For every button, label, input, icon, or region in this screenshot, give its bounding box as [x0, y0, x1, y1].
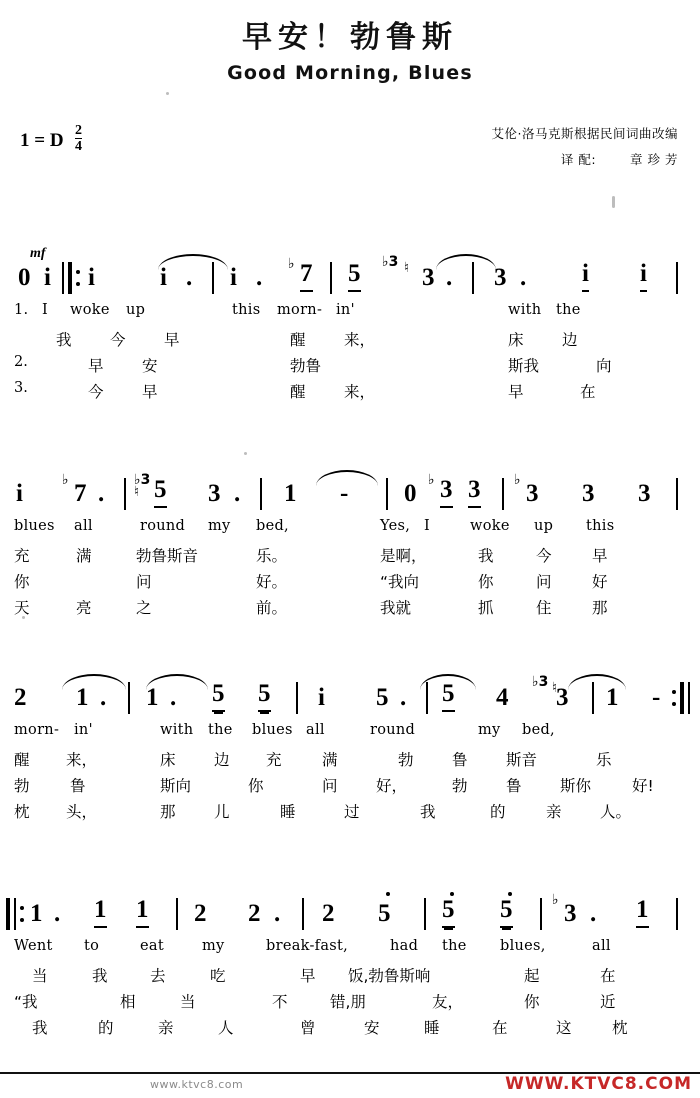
- lyric-line-chinese-1: [0, 748, 700, 770]
- lyric-word: 那: [160, 803, 176, 821]
- time-signature-numerator: 2: [75, 123, 82, 138]
- lyric-word: with: [160, 722, 194, 738]
- dot-duration: .: [520, 264, 527, 291]
- note: 5: [212, 680, 225, 712]
- lyric-line-chinese-3: [0, 380, 700, 402]
- lyric-word: 过: [344, 803, 360, 821]
- credit-composer: 艾伦·洛马克斯根据民间词曲改编: [491, 126, 678, 141]
- lyric-word: 亲: [546, 803, 562, 821]
- note: 5: [378, 900, 391, 927]
- lyric-line-chinese-1: [0, 964, 700, 986]
- lyric-word: my: [478, 722, 501, 738]
- barline: [424, 898, 426, 930]
- lyric-word: 斯你: [560, 777, 592, 795]
- lyric-line-english: [0, 938, 700, 958]
- dot-duration: .: [98, 480, 105, 507]
- barline: [14, 898, 16, 930]
- lyric-word: 充: [266, 751, 282, 769]
- natural-accidental: ♮: [552, 680, 558, 696]
- lyric-word: had: [390, 938, 419, 954]
- flat-accidental: ♭: [552, 892, 559, 908]
- slur: [62, 674, 126, 690]
- lyric-word: 你: [248, 777, 264, 795]
- lyric-word: 亲: [158, 1019, 174, 1037]
- speck: [166, 92, 169, 95]
- lyric-word: this: [586, 518, 615, 534]
- lyric-word: 床: [508, 331, 524, 349]
- dot-duration: .: [170, 684, 177, 711]
- verse-number: 3.: [14, 380, 28, 396]
- lyric-word: 枕: [14, 803, 30, 821]
- lyric-word: the: [556, 302, 581, 318]
- repeat-dot: [672, 690, 676, 694]
- lyric-word: 早: [300, 967, 316, 985]
- watermark-left: www.ktvc8.com: [150, 1078, 244, 1091]
- lyric-word: 睡: [280, 803, 296, 821]
- lyric-line-chinese-2: [0, 354, 700, 376]
- note: 1: [146, 684, 159, 711]
- lyric-word: up: [534, 518, 554, 534]
- barline: [676, 262, 678, 294]
- lyric-word: 早: [592, 547, 608, 565]
- barline: [426, 682, 428, 714]
- lyric-word: morn-: [277, 302, 323, 318]
- lyric-word: 我: [56, 331, 72, 349]
- note: 3: [468, 476, 481, 508]
- note: 1: [636, 896, 649, 928]
- repeat-dot: [76, 270, 80, 274]
- dot-duration: .: [256, 264, 263, 291]
- note: 3: [638, 480, 651, 507]
- time-signature-denominator: 4: [75, 139, 82, 154]
- note: 5: [154, 476, 167, 508]
- lyric-word: in': [336, 302, 355, 318]
- lyric-word: 在: [600, 967, 616, 985]
- barline: [260, 478, 262, 510]
- lyric-word: 安: [142, 357, 158, 375]
- lyric-word: blues: [252, 722, 293, 738]
- lyric-word: 来，: [66, 751, 98, 769]
- barline: [330, 262, 332, 294]
- lyric-word: 满: [76, 547, 92, 565]
- note: i: [318, 684, 325, 711]
- note: 2: [194, 900, 207, 927]
- repeat-dot: [76, 282, 80, 286]
- note: i: [44, 264, 51, 291]
- note: 1: [76, 684, 89, 711]
- dot-duration: .: [446, 264, 453, 291]
- credit-translator-label: 译 配:: [560, 152, 597, 167]
- barline-thick: [6, 898, 10, 930]
- note: 1: [606, 684, 619, 711]
- lyric-word: this: [232, 302, 261, 318]
- note: 3: [440, 476, 453, 508]
- lyric-word: 之: [136, 599, 152, 617]
- lyric-word: 问: [536, 573, 552, 591]
- note: 3: [208, 480, 221, 507]
- dot-duration: .: [274, 900, 281, 927]
- lyric-word: 好!: [632, 777, 654, 795]
- lyric-word: “我向: [380, 573, 420, 591]
- lyric-word: “我: [14, 993, 38, 1011]
- lyric-word: 好。: [256, 573, 288, 591]
- note: 2: [322, 900, 335, 927]
- lyric-word: 向: [596, 357, 612, 375]
- lyric-word: with: [508, 302, 542, 318]
- lyric-word: 的: [98, 1019, 114, 1037]
- lyric-word: 边: [562, 331, 578, 349]
- lyric-word: 我: [478, 547, 494, 565]
- barline: [502, 478, 504, 510]
- lyric-word: 满: [322, 751, 338, 769]
- note: 0: [404, 480, 417, 507]
- lyric-word: 来，: [344, 331, 376, 349]
- note: 3: [556, 684, 569, 711]
- note-sustain: -: [652, 684, 661, 711]
- barline: [212, 262, 214, 294]
- lyric-word: 近: [600, 993, 616, 1011]
- lyric-word: all: [306, 722, 325, 738]
- lyric-word: 吃: [210, 967, 226, 985]
- lyric-word: 友，: [432, 993, 464, 1011]
- dynamic-marking: mf: [30, 246, 46, 261]
- barline: [62, 262, 64, 294]
- lyric-word: all: [74, 518, 93, 534]
- lyric-word: my: [208, 518, 231, 534]
- barline: [128, 682, 130, 714]
- note: 1: [30, 900, 43, 927]
- lyric-line-english: [0, 722, 700, 742]
- note: 2: [14, 684, 27, 711]
- lyric-word: eat: [140, 938, 164, 954]
- slur: [158, 254, 228, 270]
- flat-accidental: ♭: [62, 472, 69, 488]
- note: 5: [442, 680, 455, 712]
- lyric-word: 亮: [76, 599, 92, 617]
- lyric-word: 1.: [14, 302, 29, 318]
- note: i: [640, 260, 647, 292]
- lyric-word: blues: [14, 518, 55, 534]
- note: i: [582, 260, 589, 292]
- lyric-word: round: [140, 518, 186, 534]
- notation-row-4: [0, 888, 700, 936]
- barline: [676, 478, 678, 510]
- lyric-word: all: [592, 938, 611, 954]
- note: 3: [494, 264, 507, 291]
- lyric-word: 我就: [380, 599, 412, 617]
- lyric-word: 当: [180, 993, 196, 1011]
- barline: [676, 898, 678, 930]
- lyric-word: 人。: [600, 803, 632, 821]
- lyric-word: 错,朋: [330, 993, 366, 1011]
- lyric-word: 斯我: [508, 357, 540, 375]
- time-signature: [75, 124, 82, 154]
- lyric-word: woke: [470, 518, 510, 534]
- natural-accidental: ♮: [404, 260, 410, 276]
- dot-duration: .: [186, 264, 193, 291]
- lyric-word: 好: [592, 573, 608, 591]
- watermark-right: WWW.KTVC8.COM: [505, 1074, 692, 1094]
- lyric-word: 早: [142, 383, 158, 401]
- note: 5: [500, 896, 513, 928]
- notation-row-3: [0, 672, 700, 720]
- flat-accidental: ♭3: [134, 472, 151, 488]
- lyric-word: 斯音: [506, 751, 538, 769]
- lyric-word: 起: [524, 967, 540, 985]
- barline: [176, 898, 178, 930]
- repeat-dot: [672, 702, 676, 706]
- dot-duration: .: [54, 900, 61, 927]
- lyric-word: 那: [592, 599, 608, 617]
- music-system-2: [0, 468, 700, 620]
- lyric-block-3: [0, 720, 700, 824]
- note: 1: [94, 896, 107, 928]
- octave-dot: [450, 892, 454, 896]
- note: 3: [564, 900, 577, 927]
- dot-duration: .: [234, 480, 241, 507]
- lyric-line-chinese-3: [0, 1016, 700, 1038]
- note: 1: [136, 896, 149, 928]
- credit-translator-name: 章 珍 芳: [630, 152, 678, 167]
- note: 3: [422, 264, 435, 291]
- dot-duration: .: [100, 684, 107, 711]
- lyric-word: 勃鲁斯音: [136, 547, 199, 565]
- lyric-word: 不: [272, 993, 288, 1011]
- lyric-word: 的: [490, 803, 506, 821]
- note: i: [88, 264, 95, 291]
- lyric-word: 我: [92, 967, 108, 985]
- lyric-word: round: [370, 722, 416, 738]
- lyric-word: the: [208, 722, 233, 738]
- lyric-word: 我: [420, 803, 436, 821]
- lyric-word: 鲁: [506, 777, 522, 795]
- barline-thick: [68, 262, 72, 294]
- lyric-word: 问: [136, 573, 152, 591]
- lyric-word: 天: [14, 599, 30, 617]
- lyric-line-english: [0, 302, 700, 322]
- lyric-word: break-fast,: [266, 938, 349, 954]
- note: 7: [300, 260, 313, 292]
- flat-accidental: ♭: [514, 472, 521, 488]
- lyric-word: 住: [536, 599, 552, 617]
- note: i: [230, 264, 237, 291]
- lyric-line-chinese-2: [0, 990, 700, 1012]
- flat-accidental: ♭3: [532, 674, 549, 690]
- lyric-word: 醒: [290, 331, 306, 349]
- note: 2: [248, 900, 261, 927]
- barline: [472, 262, 474, 294]
- music-system-3: [0, 672, 700, 824]
- lyric-word: 这: [556, 1019, 572, 1037]
- lyric-word: bed,: [522, 722, 555, 738]
- lyric-word: 醒: [14, 751, 30, 769]
- note: 4: [496, 684, 509, 711]
- flat-accidental: ♭: [288, 256, 295, 272]
- lyric-word: 来，: [344, 383, 376, 401]
- barline: [124, 478, 126, 510]
- lyric-word: 早: [164, 331, 180, 349]
- lyric-word: 人: [218, 1019, 234, 1037]
- note: 3: [526, 480, 539, 507]
- note: 5: [348, 260, 361, 292]
- lyric-line-chinese-1: [0, 328, 700, 350]
- lyric-block-1: [0, 300, 700, 404]
- lyric-word: bed,: [256, 518, 289, 534]
- lyric-word: to: [84, 938, 100, 954]
- lyric-word: 今: [536, 547, 552, 565]
- page-subtitle: Good Morning, Blues: [227, 62, 473, 84]
- credit-translator: [561, 150, 678, 168]
- lyric-word: 睡: [424, 1019, 440, 1037]
- lyric-word: 饭,勃鲁斯响: [348, 967, 431, 985]
- lyric-block-2: [0, 516, 700, 620]
- note-sustain: -: [340, 480, 349, 507]
- lyric-word: 问: [322, 777, 338, 795]
- lyric-word: woke: [70, 302, 110, 318]
- lyric-word: 在: [492, 1019, 508, 1037]
- lyric-word: 你: [14, 573, 30, 591]
- lyric-word: 今: [110, 331, 126, 349]
- music-system-4: [0, 888, 700, 1040]
- note: 7: [74, 480, 87, 507]
- lyric-word: 相: [120, 993, 136, 1011]
- octave-dot: [386, 892, 390, 896]
- natural-accidental: ♮: [134, 484, 140, 500]
- lyric-word: 去: [150, 967, 166, 985]
- lyric-word: 前。: [256, 599, 288, 617]
- lyric-word: 乐: [596, 751, 612, 769]
- lyric-word: 安: [364, 1019, 380, 1037]
- lyric-word: 曾: [300, 1019, 316, 1037]
- lyric-word: 今: [88, 383, 104, 401]
- speck: [244, 452, 247, 455]
- lyric-word: 勃: [398, 751, 414, 769]
- notation-row-1: [0, 246, 700, 300]
- barline: [688, 682, 690, 714]
- lyric-word: Went: [14, 938, 53, 954]
- barline: [386, 478, 388, 510]
- barline: [296, 682, 298, 714]
- verse-number: 2.: [14, 354, 28, 370]
- key-signature: 1 = D: [20, 130, 64, 151]
- barline: [592, 682, 594, 714]
- repeat-dot: [20, 906, 24, 910]
- note: 3: [582, 480, 595, 507]
- lyric-word: 枕: [612, 1019, 628, 1037]
- note: 5: [258, 680, 271, 712]
- lyric-line-english: [0, 518, 700, 538]
- lyric-word: 早: [88, 357, 104, 375]
- slur: [436, 254, 496, 270]
- lyric-word: 儿: [214, 803, 230, 821]
- dot-duration: .: [400, 684, 407, 711]
- note: 5: [376, 684, 389, 711]
- lyric-line-chinese-3: [0, 800, 700, 822]
- lyric-word: 边: [214, 751, 230, 769]
- lyric-word: the: [442, 938, 467, 954]
- barline-thick: [680, 682, 684, 714]
- lyric-word: 乐。: [256, 547, 288, 565]
- music-system-1: [0, 246, 700, 404]
- lyric-word: 是啊，: [380, 547, 427, 565]
- lyric-line-chinese-2: [0, 570, 700, 592]
- speck: [612, 196, 615, 208]
- lyric-word: 勃: [452, 777, 468, 795]
- lyric-word: 抓: [478, 599, 494, 617]
- lyric-word: 醒: [290, 383, 306, 401]
- flat-accidental: ♭3: [382, 254, 399, 270]
- lyric-word: blues,: [500, 938, 546, 954]
- repeat-dot: [20, 918, 24, 922]
- lyric-word: 好，: [376, 777, 408, 795]
- barline: [540, 898, 542, 930]
- lyric-line-chinese-2: [0, 774, 700, 796]
- lyric-word: 你: [478, 573, 494, 591]
- lyric-word: in': [74, 722, 93, 738]
- lyric-word: morn-: [14, 722, 60, 738]
- lyric-line-chinese-1: [0, 544, 700, 566]
- note: 1: [284, 480, 297, 507]
- lyric-word: 当: [32, 967, 48, 985]
- note: i: [16, 480, 23, 507]
- lyric-word: 勃鲁: [290, 357, 322, 375]
- page-title: 早安！勃鲁斯: [242, 20, 458, 55]
- lyric-word: I: [42, 302, 49, 318]
- barline: [302, 898, 304, 930]
- notation-row-2: [0, 468, 700, 516]
- dot-duration: .: [590, 900, 597, 927]
- lyric-line-chinese-3: [0, 596, 700, 618]
- lyric-word: 早: [508, 383, 524, 401]
- lyric-word: Yes,: [380, 518, 411, 534]
- lyric-word: 斯向: [160, 777, 192, 795]
- lyric-block-4: [0, 936, 700, 1040]
- lyric-word: 充: [14, 547, 30, 565]
- lyric-word: 在: [580, 383, 596, 401]
- note: 5: [442, 896, 455, 928]
- octave-dot: [508, 892, 512, 896]
- note: i: [160, 264, 167, 291]
- flat-accidental: ♭: [428, 472, 435, 488]
- lyric-word: I: [424, 518, 431, 534]
- lyric-word: 鲁: [70, 777, 86, 795]
- lyric-word: my: [202, 938, 225, 954]
- lyric-word: 勃: [14, 777, 30, 795]
- lyric-word: 你: [524, 993, 540, 1011]
- lyric-word: 鲁: [452, 751, 468, 769]
- lyric-word: 床: [160, 751, 176, 769]
- lyric-word: 头，: [66, 803, 98, 821]
- lyric-word: up: [126, 302, 146, 318]
- lyric-word: 我: [32, 1019, 48, 1037]
- note: 0: [18, 264, 31, 291]
